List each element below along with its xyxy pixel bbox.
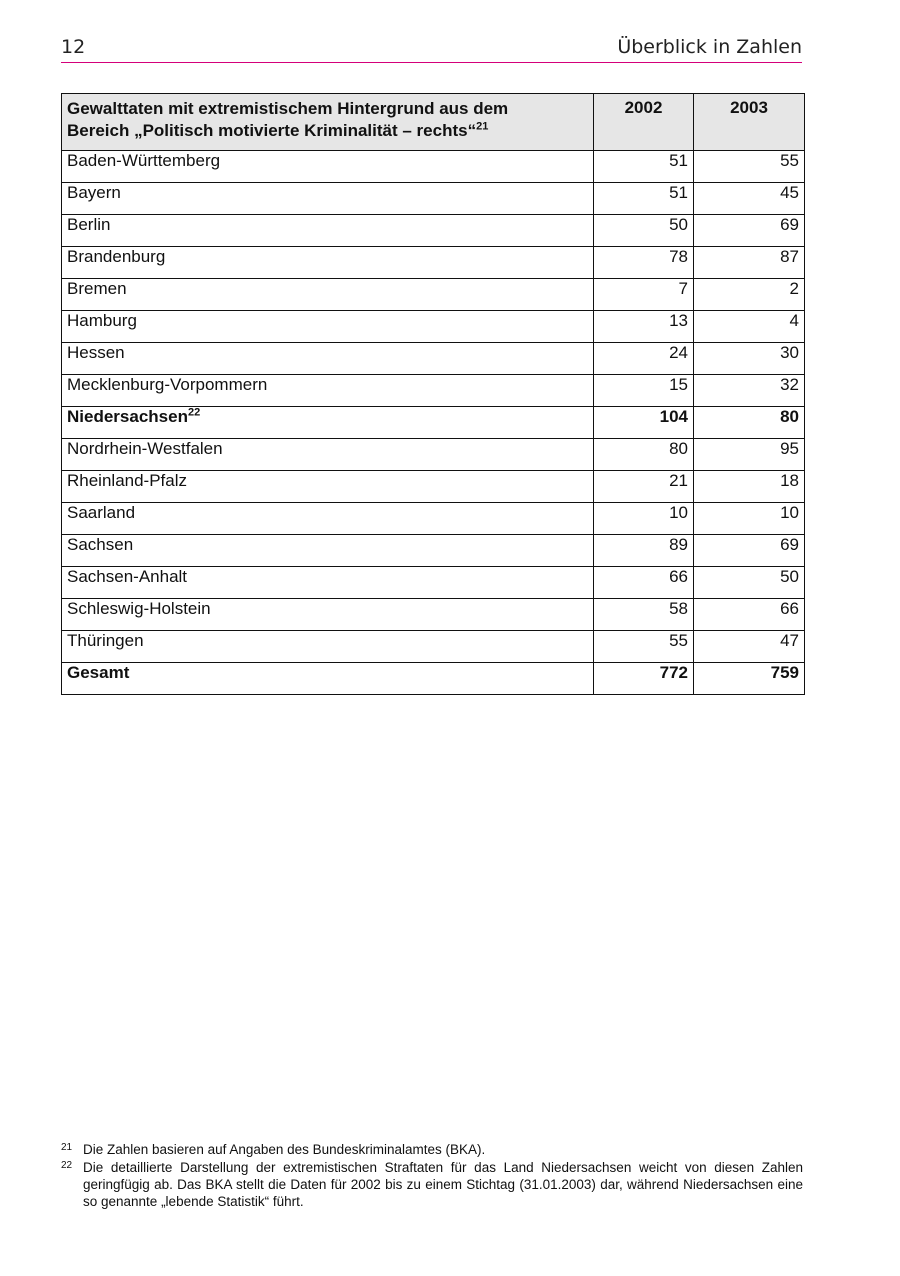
value-2002: 13 <box>594 311 694 343</box>
table-row <box>62 279 805 311</box>
state-name-cell <box>62 503 594 535</box>
value-2002: 51 <box>594 183 694 215</box>
value-2002: 80 <box>594 439 694 471</box>
value-2003: 759 <box>694 663 805 695</box>
value-2002: 7 <box>594 279 694 311</box>
value-2002: 51 <box>594 151 694 183</box>
state-name: Thüringen <box>67 631 144 650</box>
table-row <box>62 599 805 631</box>
table-row <box>62 375 805 407</box>
table-header-label <box>62 94 594 151</box>
state-name-cell <box>62 183 594 215</box>
value-2003: 80 <box>694 407 805 439</box>
table-row <box>62 247 805 279</box>
table-row <box>62 343 805 375</box>
table-row <box>62 183 805 215</box>
table-row <box>62 567 805 599</box>
value-2002: 15 <box>594 375 694 407</box>
state-name: Niedersachsen <box>67 407 188 426</box>
value-2003: 45 <box>694 183 805 215</box>
table-row <box>62 471 805 503</box>
value-2003: 2 <box>694 279 805 311</box>
state-name-cell <box>62 343 594 375</box>
page-header <box>61 34 802 63</box>
state-name-cell <box>62 663 594 695</box>
footnote-number: 22 <box>61 1160 73 1171</box>
value-2003: 50 <box>694 567 805 599</box>
state-name-cell <box>62 567 594 599</box>
value-2002: 55 <box>594 631 694 663</box>
state-name-cell <box>62 535 594 567</box>
value-2003: 4 <box>694 311 805 343</box>
footnote-ref: 22 <box>187 406 201 419</box>
table-row <box>62 439 805 471</box>
state-name: Sachsen-Anhalt <box>67 567 188 586</box>
state-name-cell <box>62 215 594 247</box>
footnote-number: 21 <box>61 1142 73 1153</box>
value-2002: 10 <box>594 503 694 535</box>
state-name: Hessen <box>67 343 125 362</box>
state-name: Brandenburg <box>67 247 166 266</box>
value-2003: 87 <box>694 247 805 279</box>
value-2002: 78 <box>594 247 694 279</box>
state-name: Nordrhein-Westfalen <box>67 439 223 458</box>
state-name: Hamburg <box>67 311 137 330</box>
value-2002: 50 <box>594 215 694 247</box>
table-row <box>62 631 805 663</box>
footnote-text: Die Zahlen basieren auf Angaben des Bundeskriminalamtes (BKA). <box>83 1142 486 1157</box>
state-name: Mecklenburg-Vorpommern <box>67 375 268 394</box>
footnotes <box>61 1141 803 1211</box>
state-name-cell <box>62 439 594 471</box>
state-name: Gesamt <box>67 663 130 682</box>
value-2002: 24 <box>594 343 694 375</box>
state-name-cell <box>62 375 594 407</box>
state-name-cell <box>62 279 594 311</box>
value-2003: 55 <box>694 151 805 183</box>
section-title: Überblick in Zahlen <box>617 36 802 58</box>
table-header-row <box>62 94 805 151</box>
value-2003: 30 <box>694 343 805 375</box>
page-number: 12 <box>61 36 86 58</box>
state-name: Schleswig-Holstein <box>67 599 211 618</box>
table-body <box>62 151 805 695</box>
state-name-cell <box>62 631 594 663</box>
state-name-cell <box>62 407 594 439</box>
value-2002: 104 <box>594 407 694 439</box>
table-row <box>62 663 805 695</box>
state-name-cell <box>62 471 594 503</box>
table-row <box>62 407 805 439</box>
value-2002: 66 <box>594 567 694 599</box>
value-2003: 95 <box>694 439 805 471</box>
state-name-cell <box>62 151 594 183</box>
state-name-cell <box>62 247 594 279</box>
state-name: Berlin <box>67 215 111 234</box>
value-2003: 47 <box>694 631 805 663</box>
column-header-2003: 2003 <box>694 94 805 151</box>
state-name: Saarland <box>67 503 136 522</box>
footnote-text: Die detaillierte Darstellung der extremistischen Straftaten für das Land Niedersachsen weicht von diesen Zahlen geringfügig ab. Das BKA stellt die Daten für 2002 bis zu einem Stichtag (31.01.2003) dar, während Niedersachsen eine so genannte „lebende Statistik“ führt. <box>83 1160 803 1209</box>
table-row <box>62 215 805 247</box>
state-name: Sachsen <box>67 535 134 554</box>
footnote <box>61 1141 803 1158</box>
statistics-table <box>61 93 805 695</box>
value-2002: 89 <box>594 535 694 567</box>
state-name: Rheinland-Pfalz <box>67 471 188 490</box>
state-name-cell <box>62 599 594 631</box>
value-2002: 21 <box>594 471 694 503</box>
footnote-ref: 21 <box>476 120 489 133</box>
header-label-line1: Gewalttaten mit extremistischem Hintergrund aus dem <box>67 99 509 118</box>
value-2002: 772 <box>594 663 694 695</box>
value-2003: 69 <box>694 215 805 247</box>
header-label-line2: Bereich „Politisch motivierte Kriminalität – rechts“ <box>67 121 477 140</box>
value-2003: 10 <box>694 503 805 535</box>
state-name: Bayern <box>67 183 121 202</box>
footnote <box>61 1159 803 1210</box>
state-name: Baden-Württemberg <box>67 151 221 170</box>
state-name-cell <box>62 311 594 343</box>
table-row <box>62 151 805 183</box>
table-row <box>62 311 805 343</box>
value-2003: 32 <box>694 375 805 407</box>
table-row <box>62 535 805 567</box>
value-2003: 69 <box>694 535 805 567</box>
value-2003: 66 <box>694 599 805 631</box>
state-name: Bremen <box>67 279 127 298</box>
value-2003: 18 <box>694 471 805 503</box>
column-header-2002: 2002 <box>594 94 694 151</box>
table-row <box>62 503 805 535</box>
value-2002: 58 <box>594 599 694 631</box>
